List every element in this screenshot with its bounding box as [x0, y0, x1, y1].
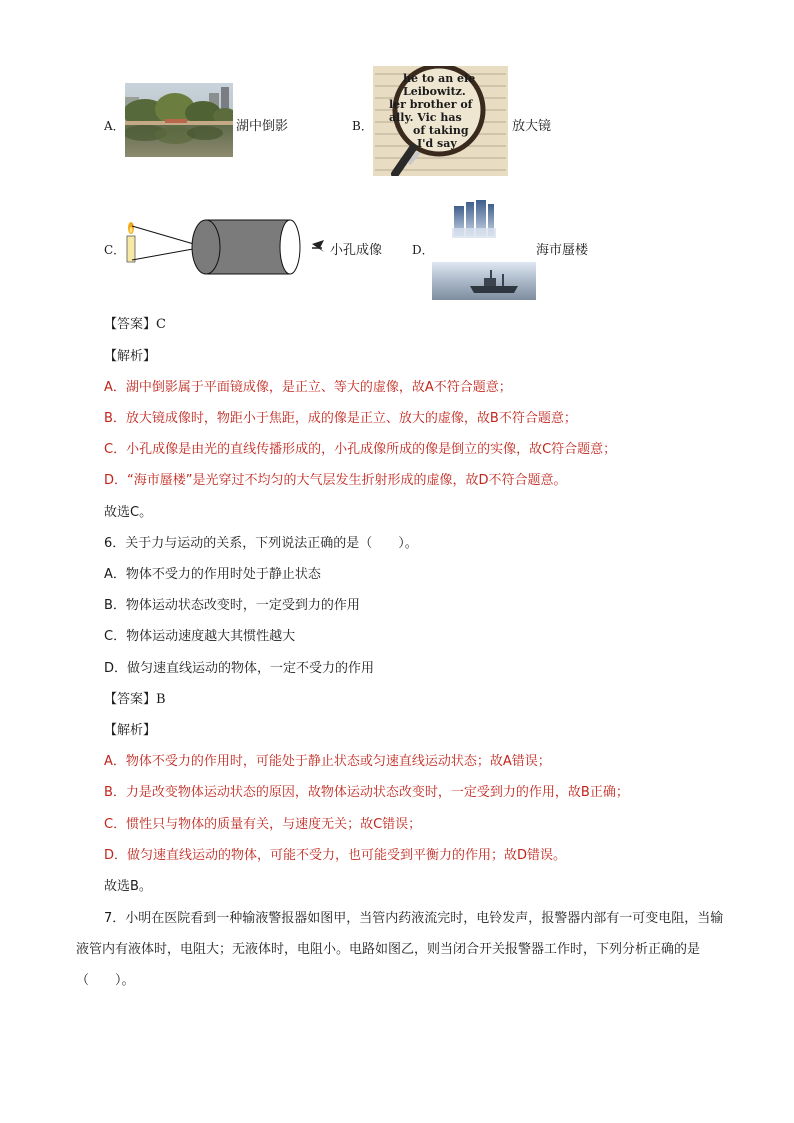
q7-stem: 7．小明在医院看到一种输液警报器如图甲，当管内药液流完时，电铃发声，报警器内部有一可变电阻，当输液管内有液体时，电阻大；无液体时，电阻小。电路如图乙，则当闭合开关报警器工作时，下列分析正确的是（ ）。: [76, 911, 724, 988]
q6-option: B．物体运动状态改变时，一定受到力的作用: [104, 598, 360, 613]
option-a-caption: 湖中倒影: [236, 119, 289, 134]
lake-reflection-photo: [125, 83, 233, 157]
option-b-letter: B．: [352, 119, 373, 133]
q6-conclusion: 故选B。: [104, 879, 152, 894]
answer-value: C: [156, 317, 166, 332]
q5-analysis-label: 【解析】: [104, 349, 157, 364]
q6-analysis-line: C．惯性只与物体的质量有关，与速度无关；故C错误；: [104, 817, 422, 832]
magnifier-photo: [373, 66, 508, 176]
q5-conclusion: 故选C。: [104, 505, 153, 520]
option-c-caption: 小孔成像: [330, 243, 383, 258]
magnifier-text-line: ler brother of: [389, 98, 473, 111]
q5-analysis-line: D．“海市蜃楼”是光穿过不均匀的大气层发生折射形成的虚像，故D不符合题意。: [104, 473, 567, 488]
pinhole-camera-diagram: [124, 216, 334, 278]
q6-analysis-line: D．做匀速直线运动的物体，可能不受力，也可能受到平衡力的作用；故D错误。: [104, 848, 567, 863]
answer-label: 【答案】: [104, 317, 157, 332]
q6-stem: 6．关于力与运动的关系，下列说法正确的是（ ）。: [104, 536, 418, 551]
answer-value: B: [156, 692, 166, 707]
q6-option: C．物体运动速度越大其惯性越大: [104, 629, 296, 644]
q5-analysis-line: B．放大镜成像时，物距小于焦距，成的像是正立、放大的虚像，故B不符合题意；: [104, 411, 577, 426]
option-c-letter: C．: [104, 243, 126, 257]
q5-answer: [104, 316, 166, 334]
q6-option: D．做匀速直线运动的物体，一定不受力的作用: [104, 661, 375, 676]
q6-analysis-line: B．力是改变物体运动状态的原因，故物体运动状态改变时，一定受到力的作用，故B正确；: [104, 785, 629, 800]
magnifier-text-line: ally. Vic has: [389, 111, 462, 124]
option-d-letter: D．: [412, 243, 434, 257]
magnifier-text-line: Leibowitz.: [403, 85, 466, 98]
q5-analysis-line: A．湖中倒影属于平面镜成像，是正立、等大的虚像，故A不符合题意；: [104, 380, 512, 395]
magnifier-text-line: I'd say: [417, 137, 457, 150]
q6-analysis-label: 【解析】: [104, 723, 157, 738]
q6-answer: [104, 691, 166, 709]
q5-analysis-line: C．小孔成像是由光的直线传播形成的，小孔成像所成的像是倒立的实像，故C符合题意；: [104, 442, 617, 457]
option-d-caption: 海市蜃楼: [536, 243, 589, 258]
option-a-letter: A．: [104, 119, 125, 133]
q6-analysis-line: A．物体不受力的作用时，可能处于静止状态或匀速直线运动状态；故A错误；: [104, 754, 551, 769]
magnifier-text-line: he to an ele: [403, 72, 476, 85]
option-b-caption: 放大镜: [512, 119, 552, 134]
answer-label: 【答案】: [104, 692, 157, 707]
q6-option: A．物体不受力的作用时处于静止状态: [104, 567, 321, 582]
mirage-photo: [432, 198, 536, 300]
magnifier-text-line: of taking: [413, 124, 469, 137]
